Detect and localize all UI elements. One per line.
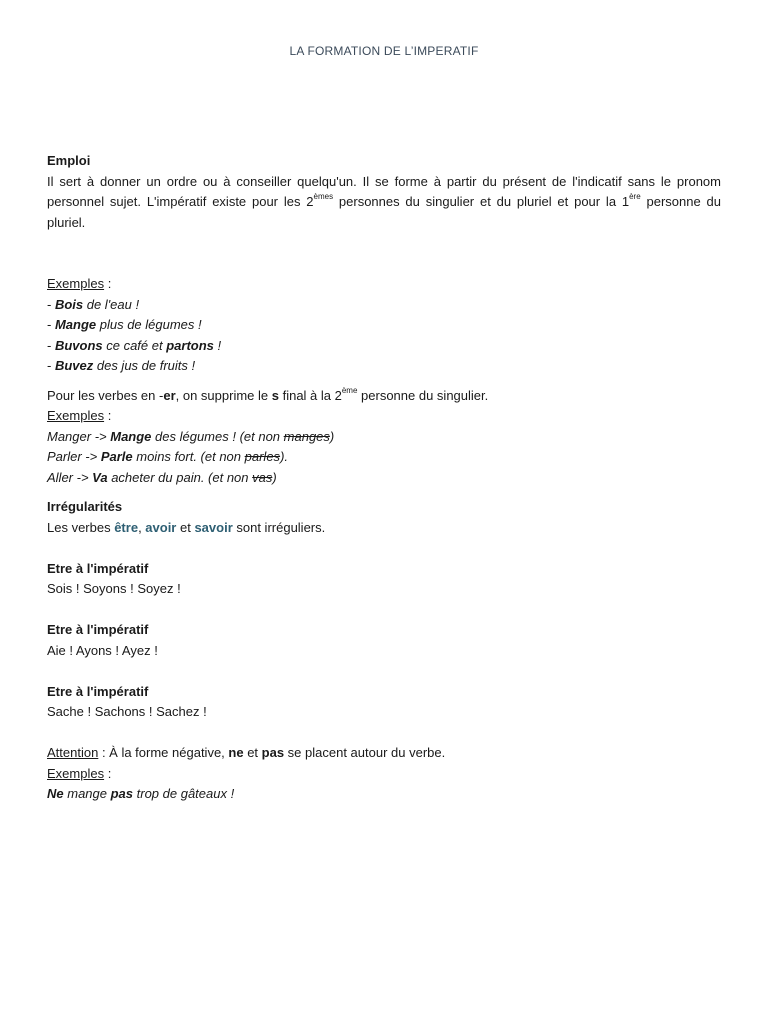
irregular-paragraph: Les verbes être, avoir et savoir sont irréguliers. bbox=[47, 519, 326, 535]
conjugation-heading: Etre à l'impératif bbox=[47, 560, 149, 576]
example-line: Manger -> Mange des légumes ! (et non manges) bbox=[47, 428, 335, 444]
conjugation-heading: Etre à l'impératif bbox=[47, 683, 149, 699]
er-rule-paragraph: Pour les verbes en -er, on supprime le s final à la 2ème personne du singulier. bbox=[47, 385, 489, 403]
conjugation-heading: Etre à l'impératif bbox=[47, 622, 149, 637]
example-line: Parler -> Parle moins fort. (et non parles). bbox=[47, 449, 289, 464]
example-line: Ne mange pas trop de gâteaux ! bbox=[47, 786, 235, 801]
conjugation-forms: Aie ! Ayons ! Ayez ! bbox=[47, 642, 158, 658]
page-title: LA FORMATION DE L’IMPERATIF bbox=[289, 44, 479, 58]
attention-paragraph: Attention : À la forme négative, ne et pas se placent autour du verbe. bbox=[47, 745, 446, 760]
example-line: - Bois de l'eau ! bbox=[47, 296, 140, 312]
example-line: - Mange plus de légumes ! bbox=[47, 317, 202, 332]
example-line: Aller -> Va acheter du pain. (et non vas) bbox=[47, 469, 277, 485]
example-line: - Buvez des jus de fruits ! bbox=[47, 358, 196, 373]
exemples-heading-1: Exemples : bbox=[47, 276, 112, 291]
document-body bbox=[47, 151, 721, 805]
exemples-heading-2: Exemples : bbox=[47, 408, 112, 423]
conjugation-forms: Sois ! Soyons ! Soyez ! bbox=[47, 581, 181, 596]
irregular-heading: Irrégularités bbox=[47, 499, 123, 514]
conjugation-forms: Sache ! Sachons ! Sachez ! bbox=[47, 704, 207, 719]
example-line: - Buvons ce café et partons ! bbox=[47, 337, 222, 353]
emploi-paragraph: Il sert à donner un ordre ou à conseiller quelqu'un. Il se forme à partir du présent de l'indicatif sans le pronom personnel sujet. L'impératif existe pour les 2èmes personnes du singulier et du pluriel et pour la 1ère personne du pluriel. bbox=[47, 173, 721, 230]
emploi-heading: Emploi bbox=[47, 153, 91, 168]
exemples-heading-3: Exemples : bbox=[47, 765, 112, 781]
